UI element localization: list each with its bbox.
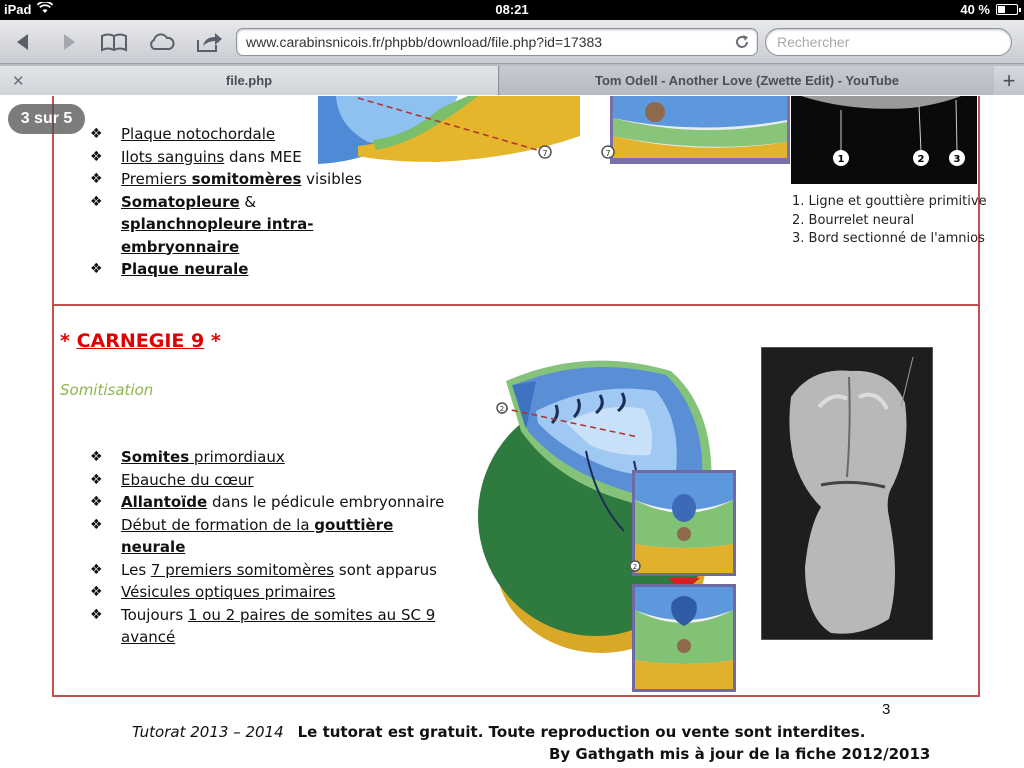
bullet-item — [90, 469, 450, 492]
title-prefix: * — [60, 330, 77, 352]
document-page[interactable] — [0, 96, 1024, 768]
bullet-item — [90, 446, 450, 469]
diamond-bullet-icon: ❖ — [90, 471, 103, 488]
page-number: 3 — [882, 701, 891, 718]
url-field[interactable] — [236, 28, 758, 56]
battery-fill — [998, 6, 1005, 13]
sem-label: 3 — [953, 154, 961, 165]
title-text: CARNEGIE 9 — [76, 330, 205, 352]
forward-button[interactable] — [54, 28, 84, 56]
footer-notice: Le tutorat est gratuit. Toute reproduction ou vente sont interdites. — [297, 723, 866, 741]
bullet-text: Les — [121, 560, 151, 579]
bullet-item — [90, 559, 450, 582]
browser-toolbar — [0, 20, 1024, 64]
diamond-bullet-icon: ❖ — [90, 494, 103, 510]
bullet-text: & — [239, 192, 257, 211]
share-icon — [195, 31, 223, 53]
diamond-bullet-icon: ❖ — [90, 171, 103, 187]
bullet-list-carnegie — [90, 446, 450, 649]
bullet-text: visibles — [301, 170, 362, 188]
title-suffix: * — [204, 330, 221, 352]
device-name: iPad — [4, 2, 32, 17]
tab-file-php[interactable] — [0, 66, 499, 95]
search-placeholder: Rechercher — [777, 34, 850, 50]
status-bar — [0, 0, 1024, 20]
bullet-item — [90, 146, 390, 169]
back-arrow-icon — [13, 32, 33, 52]
carnegie-9-sem-photo — [761, 347, 933, 640]
diamond-bullet-icon: ❖ — [90, 606, 103, 623]
plus-icon: + — [1002, 67, 1016, 93]
share-button[interactable] — [194, 28, 224, 56]
diamond-bullet-icon: ❖ — [90, 561, 103, 578]
legend-item: 1. Ligne et gouttière primitive — [792, 194, 987, 209]
bullet-text: 7 premiers somitomères — [150, 560, 335, 579]
battery-icon — [996, 4, 1018, 15]
bullet-text: dans MEE — [224, 147, 302, 166]
diamond-bullet-icon: ❖ — [90, 261, 103, 277]
reload-icon[interactable] — [733, 33, 751, 51]
diamond-bullet-icon: ❖ — [90, 449, 103, 465]
figure-callout: 2 — [632, 563, 638, 571]
bullet-text: Somatopleure — [121, 192, 240, 211]
bullet-text: Somites — [121, 448, 190, 466]
diamond-bullet-icon: ❖ — [90, 584, 103, 600]
forward-arrow-icon — [59, 32, 79, 52]
carnegie-9-section-details — [628, 470, 738, 692]
bullet-list-top — [90, 123, 390, 281]
tab-strip — [0, 64, 1024, 95]
bullet-text: Premiers — [121, 170, 192, 188]
bullet-item — [90, 123, 390, 146]
diamond-bullet-icon: ❖ — [90, 193, 103, 210]
sem-legend — [792, 193, 987, 249]
section-title — [60, 330, 221, 352]
figure-callout: 2 — [499, 405, 505, 413]
bookmarks-button[interactable] — [99, 28, 129, 56]
bullet-item — [90, 191, 390, 259]
section-subtitle: Somitisation — [60, 381, 154, 399]
bullet-text: 1 ou 2 paires de somites au SC 9 — [187, 605, 436, 624]
bullet-item — [90, 604, 450, 649]
figure-callout: 7 — [605, 149, 611, 158]
bullet-item — [90, 514, 450, 559]
bullet-text: Plaque notochordale — [121, 125, 276, 143]
bullet-text: Toujours — [121, 605, 188, 624]
url-text: www.carabinsnicois.fr/phpbb/download/file.php?id=17383 — [246, 34, 603, 50]
bullet-text: dans le pédicule embryonnaire — [207, 493, 445, 511]
cloud-icon — [146, 32, 176, 52]
diamond-bullet-icon: ❖ — [90, 516, 103, 533]
icloud-tabs-button[interactable] — [146, 28, 176, 56]
bullet-item — [90, 491, 450, 514]
legend-item: 3. Bord sectionné de l'amnios — [792, 231, 985, 246]
bullet-item — [90, 168, 390, 191]
bullet-text: Ebauche du cœur — [121, 470, 254, 489]
tab-youtube[interactable] — [500, 66, 994, 95]
bullet-item — [90, 258, 390, 281]
bullet-text: avancé — [121, 628, 176, 646]
new-tab-button[interactable] — [994, 66, 1024, 95]
figure-callout: 7 — [542, 149, 548, 158]
tab-title: Tom Odell - Another Love (Zwette Edit) - YouTube — [594, 73, 900, 88]
bullet-text: Début de formation de la — [121, 515, 315, 534]
diamond-bullet-icon: ❖ — [90, 126, 103, 142]
legend-item: 2. Bourrelet neural — [792, 212, 915, 228]
bullet-item — [90, 581, 450, 604]
sem-label: 2 — [917, 154, 925, 165]
footer-tutorat: Tutorat 2013 – 2014 — [132, 723, 284, 741]
bullet-text: Ilots sanguins — [121, 147, 225, 166]
bullet-text: somitomères — [191, 170, 302, 188]
search-field[interactable] — [765, 28, 1012, 56]
clock: 08:21 — [495, 2, 529, 17]
bullet-text: Plaque neurale — [121, 260, 249, 278]
bullet-text: sont apparus — [334, 560, 437, 579]
bullet-text: splanchnopleure intra-embryonnaire — [121, 215, 314, 256]
bullet-text: primordiaux — [189, 448, 285, 466]
sem-micrograph-top — [791, 96, 977, 184]
back-button[interactable] — [8, 28, 38, 56]
embryo-section-detail-top — [598, 96, 790, 166]
footer-line-2: By Gathgath mis à jour de la fiche 2012/2013 — [549, 745, 931, 763]
bullet-text: Allantoïde — [121, 493, 208, 511]
diamond-bullet-icon: ❖ — [90, 148, 103, 165]
bullet-text: Vésicules optiques primaires — [121, 583, 336, 601]
battery-percent: 40 % — [960, 2, 990, 17]
page-counter: 3 sur 5 — [8, 104, 85, 134]
close-tab-icon[interactable]: ✕ — [12, 73, 25, 90]
tab-title: file.php — [225, 73, 273, 88]
book-icon — [100, 32, 128, 52]
bullet-text: gouttière neurale — [121, 515, 394, 556]
sem-label: 1 — [837, 154, 845, 165]
footer-line-1 — [132, 723, 865, 741]
